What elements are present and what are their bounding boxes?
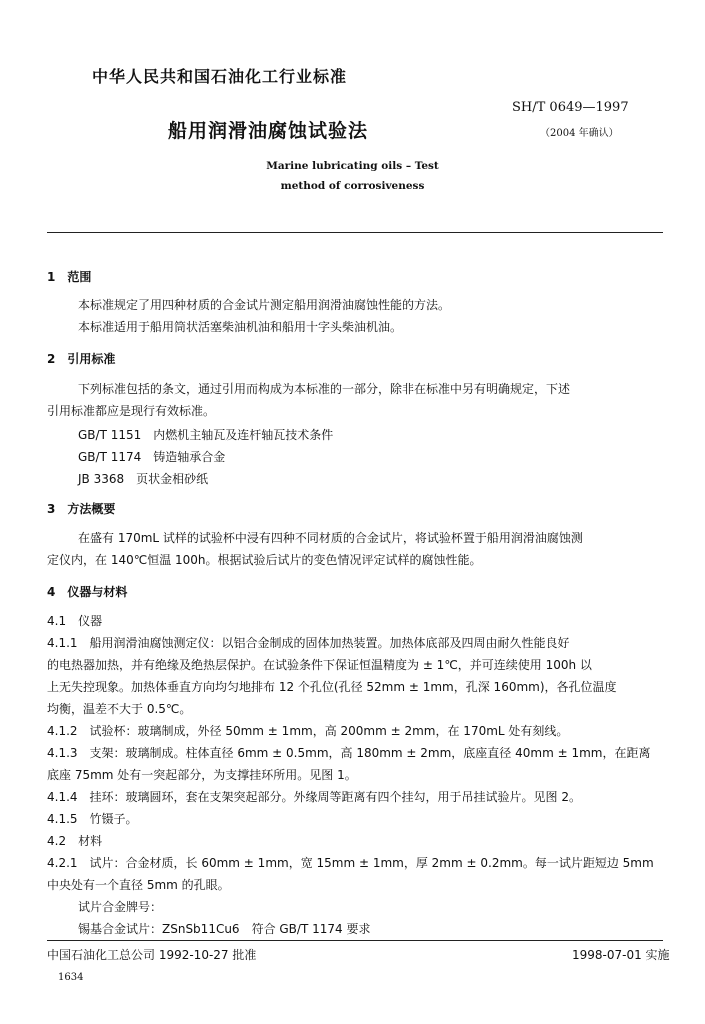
section-heading-summary: 3 方法概要 [47, 502, 116, 516]
subsection-heading-apparatus: 4.1 仪器 [47, 614, 103, 628]
effective-date: 1998-07-01 实施 [572, 948, 670, 962]
section-heading-references: 2 引用标准 [47, 352, 116, 366]
references-paragraph-line1: 下列标准包括的条文，通过引用而构成为本标准的一部分，除非在标准中另有明确规定，下述 [78, 382, 571, 396]
reference-item: GB/T 1151 内燃机主轴瓦及连杆轴瓦技术条件 [78, 428, 334, 442]
clause-4-2-1-line1: 4.2.1 试片：合金材质，长 60mm ± 1mm，宽 15mm ± 1mm，厚 2mm ± 0.2mm。每一试片距短边 5mm [47, 856, 654, 870]
page-number: 1634 [58, 972, 84, 983]
document-title-en-line2: method of corrosiveness [280, 180, 425, 192]
scope-paragraph-2: 本标准适用于船用筒状活塞柴油机油和船用十字头柴油机油。 [78, 320, 403, 334]
subsection-heading-materials: 4.2 材料 [47, 834, 103, 848]
scope-paragraph-1: 本标准规定了用四种材质的合金试片测定船用润滑油腐蚀性能的方法。 [78, 298, 451, 312]
document-title-en-line1: Marine lubricating oils – Test [266, 160, 439, 172]
clause-4-1-3-line1: 4.1.3 支架：玻璃制成。柱体直径 6mm ± 0.5mm，高 180mm ± 2mm，底座直径 40mm ± 1mm，在距离 [47, 746, 651, 760]
summary-paragraph-line2: 定仪内，在 140℃恒温 100h。根据试验后试片的变色情况评定试样的腐蚀性能。 [47, 553, 482, 567]
clause-4-1-1-line1: 4.1.1 船用润滑油腐蚀测定仪：以铝合金制成的固体加热装置。加热体底部及四周由耐久性能良好 [47, 636, 570, 650]
clause-4-1-1-line2: 的电热器加热，并有绝缘及绝热层保护。在试验条件下保证恒温精度为 ± 1℃，并可连续使用 100h 以 [47, 658, 592, 672]
clause-4-1-3-line2: 底座 75mm 处有一突起部分，为支撑挂环所用。见图 1。 [47, 768, 357, 782]
references-paragraph-line2: 引用标准都应是现行有效标准。 [47, 404, 216, 418]
clause-4-1-1-line4: 均衡，温差不大于 0.5℃。 [47, 702, 192, 716]
clause-4-1-2: 4.1.2 试验杯：玻璃制成，外径 50mm ± 1mm，高 200mm ± 2mm，在 170mL 处有刻线。 [47, 724, 569, 738]
clause-4-1-4: 4.1.4 挂环：玻璃圆环，套在支架突起部分。外缘周等距离有四个挂勾，用于吊挂试验片。见图 2。 [47, 790, 581, 804]
section-heading-scope: 1 范围 [47, 270, 92, 284]
reference-item: GB/T 1174 铸造轴承合金 [78, 450, 226, 464]
footer-divider [47, 940, 663, 941]
document-title-cn: 船用润滑油腐蚀试验法 [168, 120, 369, 142]
alloy-grade-item: 锡基合金试片：ZSnSb11Cu6 符合 GB/T 1174 要求 [78, 922, 371, 936]
summary-paragraph-line1: 在盛有 170mL 试样的试验杯中浸有四种不同材质的合金试片，将试验杯置于船用润滑油腐蚀测 [78, 531, 583, 545]
reference-item: JB 3368 页状金相砂纸 [78, 472, 209, 486]
issuing-authority-heading: 中华人民共和国石油化工行业标准 [92, 67, 348, 86]
section-heading-apparatus-materials: 4 仪器与材料 [47, 585, 128, 599]
standard-number: SH/T 0649—1997 [512, 100, 629, 115]
alloy-grade-label: 试片合金牌号： [78, 900, 163, 914]
clause-4-2-1-line2: 中央处有一个直径 5mm 的孔眼。 [47, 878, 230, 892]
clause-4-1-1-line3: 上无失控现象。加热体垂直方向均匀地排布 12 个孔位(孔径 52mm ± 1mm，孔深 160mm)，各孔位温度 [47, 680, 617, 694]
clause-4-1-5: 4.1.5 竹镊子。 [47, 812, 138, 826]
confirmation-note: （2004 年确认） [540, 128, 619, 139]
header-divider [47, 232, 663, 233]
approval-date: 中国石油化工总公司 1992-10-27 批准 [47, 948, 257, 962]
